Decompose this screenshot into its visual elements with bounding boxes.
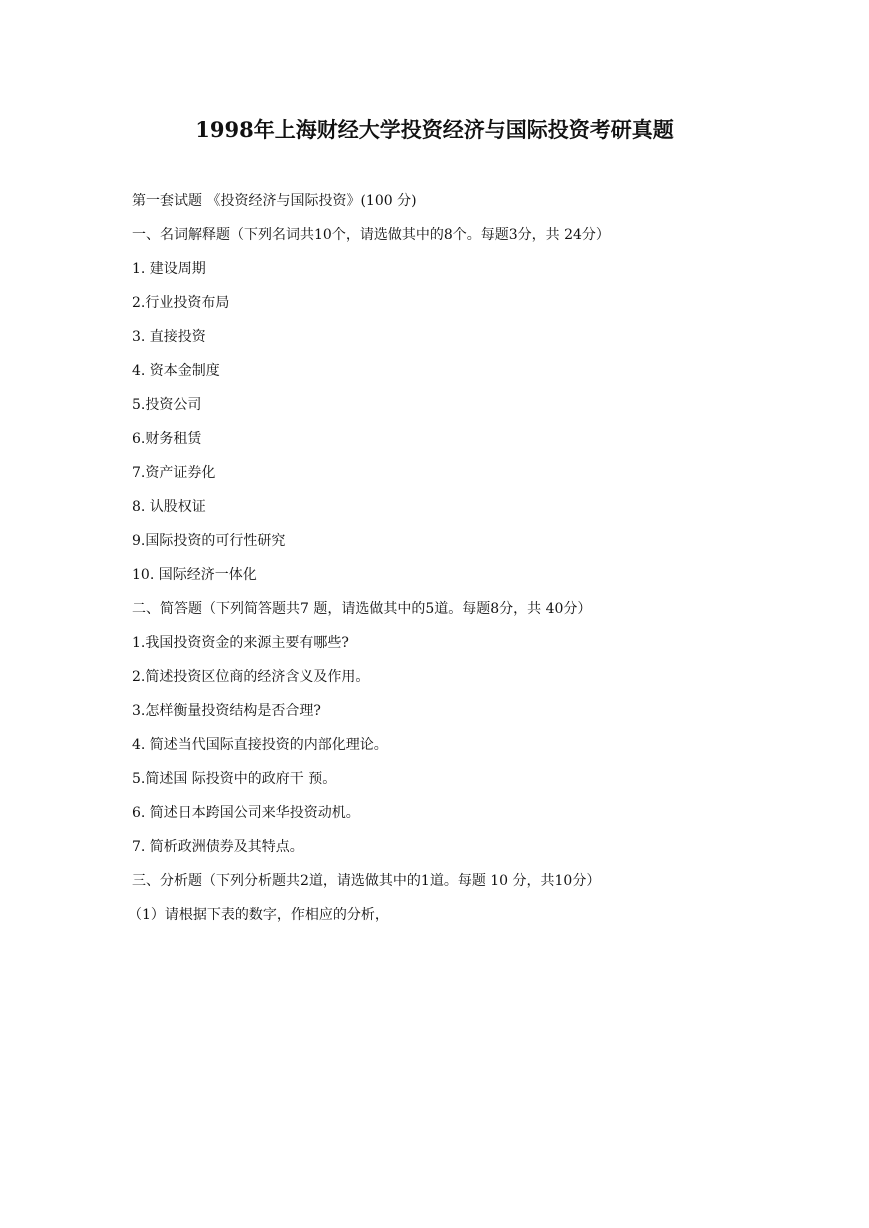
question-item: 8. 认股权证: [132, 499, 206, 515]
document-body: [128, 190, 752, 938]
question-item: 1. 建设周期: [132, 261, 206, 277]
document-title: 1998年上海财经大学投资经济与国际投资考研真题: [195, 117, 674, 142]
question-item: 5.简述国 际投资中的政府干 预。: [132, 771, 337, 787]
question-item: 7. 简析政洲债券及其特点。: [132, 839, 304, 855]
question-item: 2.行业投资布局: [132, 295, 230, 311]
question-item: 10. 国际经济一体化: [132, 567, 257, 583]
question-item: 6.财务租赁: [132, 431, 202, 447]
question-item: 7.资产证券化: [132, 465, 216, 481]
question-item: 9.国际投资的可行性研究: [132, 533, 286, 549]
question-item: （1）请根据下表的数字，作相应的分析，: [128, 907, 389, 923]
question-item: 4. 资本金制度: [132, 363, 220, 379]
section-heading-short-answer: 二、简答题（下列简答题共7 题，请选做其中的5道。每题8分，共 40分）: [132, 601, 592, 617]
question-item: 2.简述投资区位商的经济含义及作用。: [132, 669, 370, 685]
section-heading-definitions: 一、名词解释题（下列名词共10个，请选做其中的8个。每题3分，共 24分）: [132, 227, 610, 243]
question-item: 1.我国投资资金的来源主要有哪些?: [132, 635, 349, 651]
question-item: 6. 简述日本跨国公司来华投资动机。: [132, 805, 360, 821]
section-heading-analysis: 三、分析题（下列分析题共2道，请选做其中的1道。每题 10 分，共10分）: [132, 873, 601, 889]
question-item: 3.怎样衡量投资结构是否合理?: [132, 703, 321, 719]
exam-set-heading: 第一套试题 《投资经济与国际投资》(100 分): [132, 193, 417, 209]
question-item: 4. 简述当代国际直接投资的内部化理论。: [132, 737, 388, 753]
question-item: 3. 直接投资: [132, 329, 206, 345]
question-item: 5.投资公司: [132, 397, 202, 413]
